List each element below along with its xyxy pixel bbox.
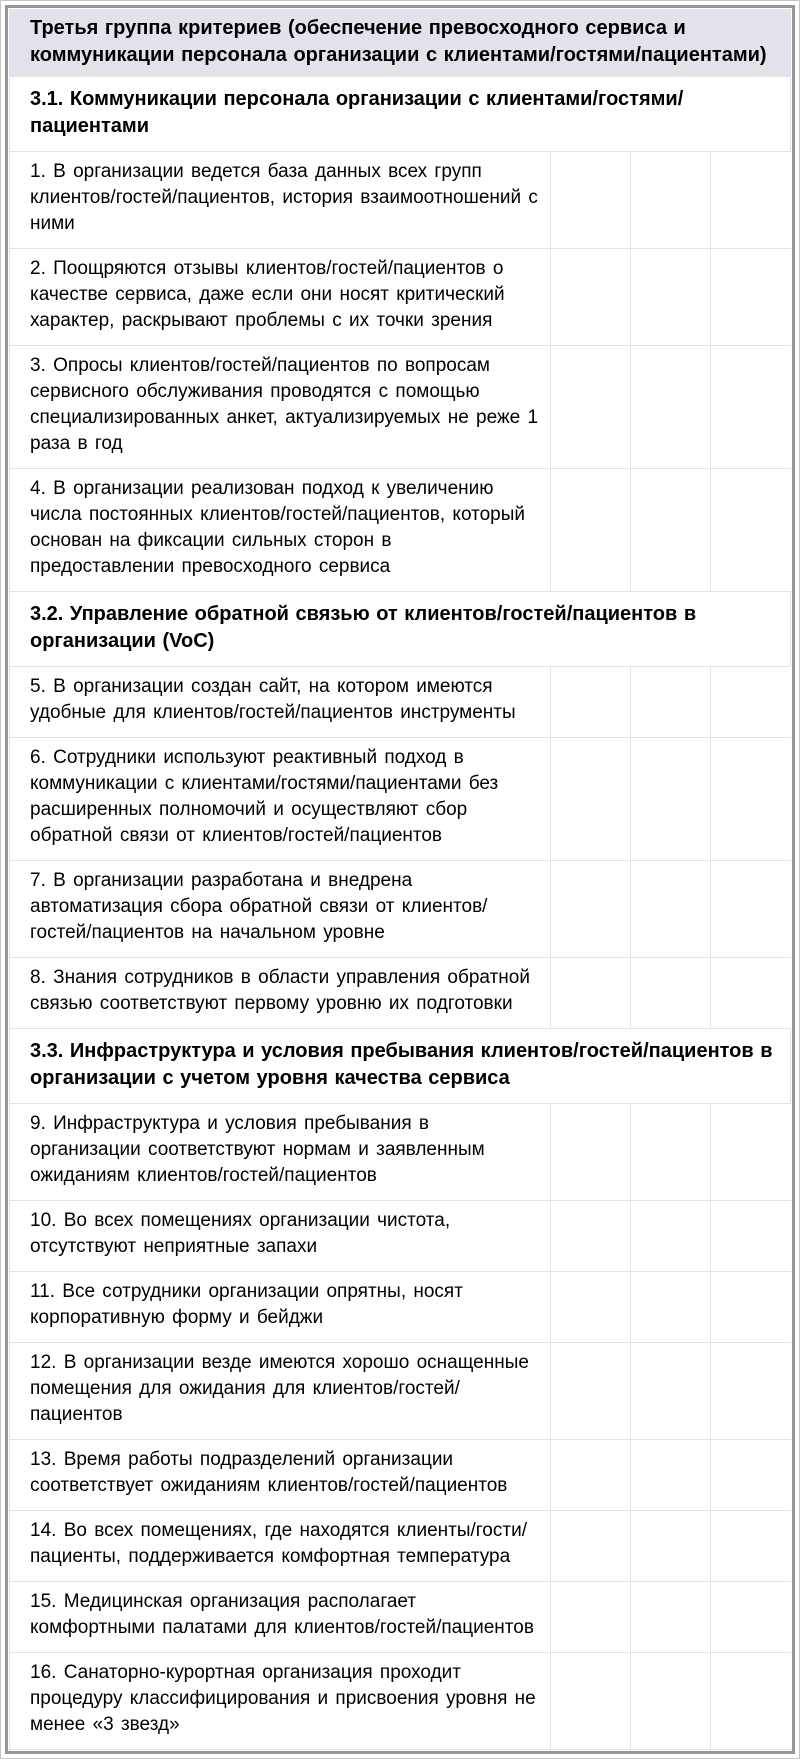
score-cell <box>550 1582 630 1653</box>
section-row <box>10 592 791 667</box>
criterion-text: 10. Во всех помещениях организации чистота, отсутствуют неприятные запахи <box>10 1201 551 1272</box>
score-cell <box>550 958 630 1029</box>
score-cell <box>550 346 630 469</box>
criterion-row <box>10 738 791 861</box>
criterion-text: 9. Инфраструктура и условия пребывания в организации соответствуют нормам и заявленным ожиданиям клиентов/гостей/пациентов <box>10 1104 551 1201</box>
criterion-row <box>10 958 791 1029</box>
criterion-row <box>10 1272 791 1343</box>
score-cell <box>630 346 710 469</box>
criterion-row <box>10 667 791 738</box>
score-cell <box>630 1440 710 1511</box>
criterion-row <box>10 1343 791 1440</box>
score-cell <box>710 469 790 592</box>
criterion-row <box>10 346 791 469</box>
score-cell <box>710 1511 790 1582</box>
score-cell <box>550 249 630 346</box>
score-cell <box>710 861 790 958</box>
score-cell <box>710 152 790 249</box>
score-cell <box>550 1201 630 1272</box>
group-header-row <box>10 10 791 77</box>
score-cell <box>550 1511 630 1582</box>
score-cell <box>630 1343 710 1440</box>
criterion-text: 1. В организации ведется база данных всех групп клиентов/гостей/пациентов, история взаимоотношений с ними <box>10 152 551 249</box>
score-cell <box>550 1440 630 1511</box>
score-cell <box>550 1343 630 1440</box>
score-cell <box>710 1343 790 1440</box>
criterion-row <box>10 1511 791 1582</box>
criterion-row <box>10 1653 791 1750</box>
criterion-text: 15. Медицинская организация располагает комфортными палатами для клиентов/гостей/пациентов <box>10 1582 551 1653</box>
score-cell <box>550 1104 630 1201</box>
criterion-row <box>10 1201 791 1272</box>
criterion-text: 14. Во всех помещениях, где находятся клиенты/гости/пациенты, поддерживается комфортная температура <box>10 1511 551 1582</box>
score-cell <box>550 861 630 958</box>
score-cell <box>550 469 630 592</box>
criterion-row <box>10 1104 791 1201</box>
score-cell <box>630 1511 710 1582</box>
score-cell <box>550 1653 630 1750</box>
score-cell <box>630 667 710 738</box>
score-cell <box>710 1440 790 1511</box>
score-cell <box>710 249 790 346</box>
score-cell <box>710 346 790 469</box>
score-cell <box>630 958 710 1029</box>
criterion-row <box>10 1440 791 1511</box>
criterion-text: 5. В организации создан сайт, на котором имеются удобные для клиентов/гостей/пациентов инструменты <box>10 667 551 738</box>
criterion-text: 16. Санаторно-курортная организация проходит процедуру классифицирования и присвоения уровня не менее «3 звезд» <box>10 1653 551 1750</box>
criterion-text: 12. В организации везде имеются хорошо оснащенные помещения для ожидания для клиентов/гостей/пациентов <box>10 1343 551 1440</box>
criterion-text: 3. Опросы клиентов/гостей/пациентов по вопросам сервисного обслуживания проводятся с помощью специализированных анкет, актуализируемых не реже 1 раза в год <box>10 346 551 469</box>
criteria-table <box>9 9 791 1750</box>
criterion-text: 2. Поощряются отзывы клиентов/гостей/пациентов о качестве сервиса, даже если они носят критический характер, раскрывают проблемы с их точки зрения <box>10 249 551 346</box>
criterion-text: 6. Сотрудники используют реактивный подход в коммуникации с клиентами/гостями/пациентами без расширенных полномочий и осуществляют сбор обратной связи от клиентов/гостей/пациентов <box>10 738 551 861</box>
section-title: 3.1. Коммуникации персонала организации с клиентами/гостями/пациентами <box>10 77 791 152</box>
score-cell <box>710 958 790 1029</box>
score-cell <box>710 1104 790 1201</box>
score-cell <box>710 1582 790 1653</box>
score-cell <box>630 1201 710 1272</box>
criterion-text: 13. Время работы подразделений организации соответствует ожиданиям клиентов/гостей/пациентов <box>10 1440 551 1511</box>
group-header-title: Третья группа критериев (обеспечение превосходного сервиса и коммуникации персонала организации с клиентами/гостями/пациентами) <box>10 10 791 77</box>
criterion-text: 11. Все сотрудники организации опрятны, носят корпоративную форму и бейджи <box>10 1272 551 1343</box>
criteria-table-body <box>10 10 791 1750</box>
score-cell <box>550 152 630 249</box>
criterion-row <box>10 152 791 249</box>
score-cell <box>710 738 790 861</box>
score-cell <box>630 152 710 249</box>
score-cell <box>630 1653 710 1750</box>
section-title: 3.2. Управление обратной связью от клиентов/гостей/пациентов в организации (VoC) <box>10 592 791 667</box>
criteria-table-frame <box>5 5 795 1754</box>
section-title: 3.3. Инфраструктура и условия пребывания клиентов/гостей/пациентов в организации с учетом уровня качества сервиса <box>10 1029 791 1104</box>
score-cell <box>710 667 790 738</box>
score-cell <box>630 469 710 592</box>
score-cell <box>630 1104 710 1201</box>
criterion-row <box>10 1582 791 1653</box>
section-row <box>10 77 791 152</box>
score-cell <box>710 1201 790 1272</box>
criterion-text: 4. В организации реализован подход к увеличению числа постоянных клиентов/гостей/пациентов, который основан на фиксации сильных сторон в предоставлении превосходного сервиса <box>10 469 551 592</box>
criterion-text: 8. Знания сотрудников в области управления обратной связью соответствуют первому уровню их подготовки <box>10 958 551 1029</box>
score-cell <box>550 738 630 861</box>
criterion-text: 7. В организации разработана и внедрена автоматизация сбора обратной связи от клиентов/гостей/пациентов на начальном уровне <box>10 861 551 958</box>
score-cell <box>630 1582 710 1653</box>
score-cell <box>710 1272 790 1343</box>
score-cell <box>710 1653 790 1750</box>
section-row <box>10 1029 791 1104</box>
score-cell <box>630 249 710 346</box>
score-cell <box>630 861 710 958</box>
criterion-row <box>10 469 791 592</box>
score-cell <box>550 667 630 738</box>
score-cell <box>630 1272 710 1343</box>
score-cell <box>550 1272 630 1343</box>
criterion-row <box>10 861 791 958</box>
score-cell <box>630 738 710 861</box>
criterion-row <box>10 249 791 346</box>
